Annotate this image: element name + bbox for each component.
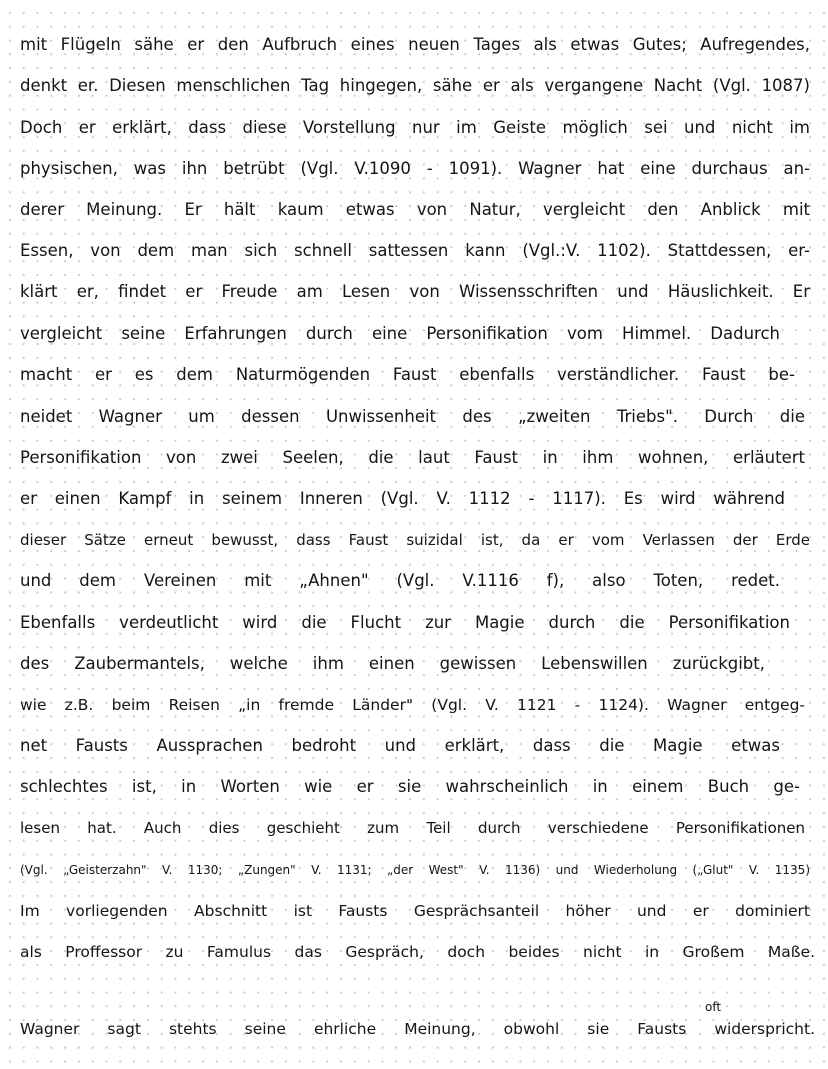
text-line: denkt er. Diesen menschlichen Tag hingegen, sähe er als vergangene Nacht (Vgl. 1087) — [20, 76, 810, 95]
text-line: er einen Kampf in seinem Inneren (Vgl. V. 1112 - 1117). Es wird während — [20, 489, 785, 508]
text-line: Personifikation von zwei Seelen, die laut Faust in ihm wohnen, erläutert — [20, 448, 805, 467]
text-line: Wagner sagt stehts seine ehrliche Meinung, obwohl sie Fausts widerspricht. — [20, 1020, 815, 1038]
text-line: neidet Wagner um dessen Unwissenheit des „zweiten Triebs". Durch die — [20, 407, 805, 426]
text-line: als Proffessor zu Famulus das Gespräch, doch beides nicht in Großem Maße. — [20, 943, 815, 961]
text-line: Ebenfalls verdeutlicht wird die Flucht zur Magie durch die Personifikation — [20, 613, 790, 632]
text-line: physischen, was ihn betrübt (Vgl. V.1090 - 1091). Wagner hat eine durchaus an- — [20, 159, 810, 178]
text-line: schlechtes ist, in Worten wie er sie wahrscheinlich in einem Buch ge- — [20, 777, 800, 796]
insertion-mark: oft — [705, 1000, 722, 1014]
text-line: wie z.B. beim Reisen „in fremde Länder" (Vgl. V. 1121 - 1124). Wagner entgeg- — [20, 696, 805, 714]
text-line: Essen, von dem man sich schnell sattessen kann (Vgl.:V. 1102). Stattdessen, er- — [20, 241, 810, 260]
text-line: vergleicht seine Erfahrungen durch eine Personifikation vom Himmel. Dadurch — [20, 324, 780, 343]
text-line: derer Meinung. Er hält kaum etwas von Natur, vergleicht den Anblick mit — [20, 200, 810, 219]
text-line: (Vgl. „Geisterzahn" V. 1130; „Zungen" V. 1131; „der West" V. 1136) und Wiederholung („Glut" V. 1135) — [20, 863, 810, 877]
text-line: mit Flügeln sähe er den Aufbruch eines neuen Tages als etwas Gutes; Aufregendes, — [20, 35, 810, 54]
text-line: Im vorliegenden Abschnitt ist Fausts Gesprächsanteil höher und er dominiert — [20, 902, 810, 920]
text-line: Doch er erklärt, dass diese Vorstellung nur im Geiste möglich sei und nicht im — [20, 118, 810, 137]
text-line: macht er es dem Naturmögenden Faust ebenfalls verständlicher. Faust be- — [20, 365, 795, 384]
text-line: klärt er, findet er Freude am Lesen von Wissensschriften und Häuslichkeit. Er — [20, 282, 810, 301]
text-line: lesen hat. Auch dies geschieht zum Teil durch verschiedene Personifikationen — [20, 819, 805, 837]
text-line: net Fausts Aussprachen bedroht und erklärt, dass die Magie etwas — [20, 736, 780, 755]
text-line: des Zaubermantels, welche ihm einen gewissen Lebenswillen zurückgibt, — [20, 654, 765, 673]
text-line: und dem Vereinen mit „Ahnen" (Vgl. V.1116 f), also Toten, redet. — [20, 571, 780, 590]
text-line: dieser Sätze erneut bewusst, dass Faust suizidal ist, da er vom Verlassen der Erde — [20, 531, 810, 549]
